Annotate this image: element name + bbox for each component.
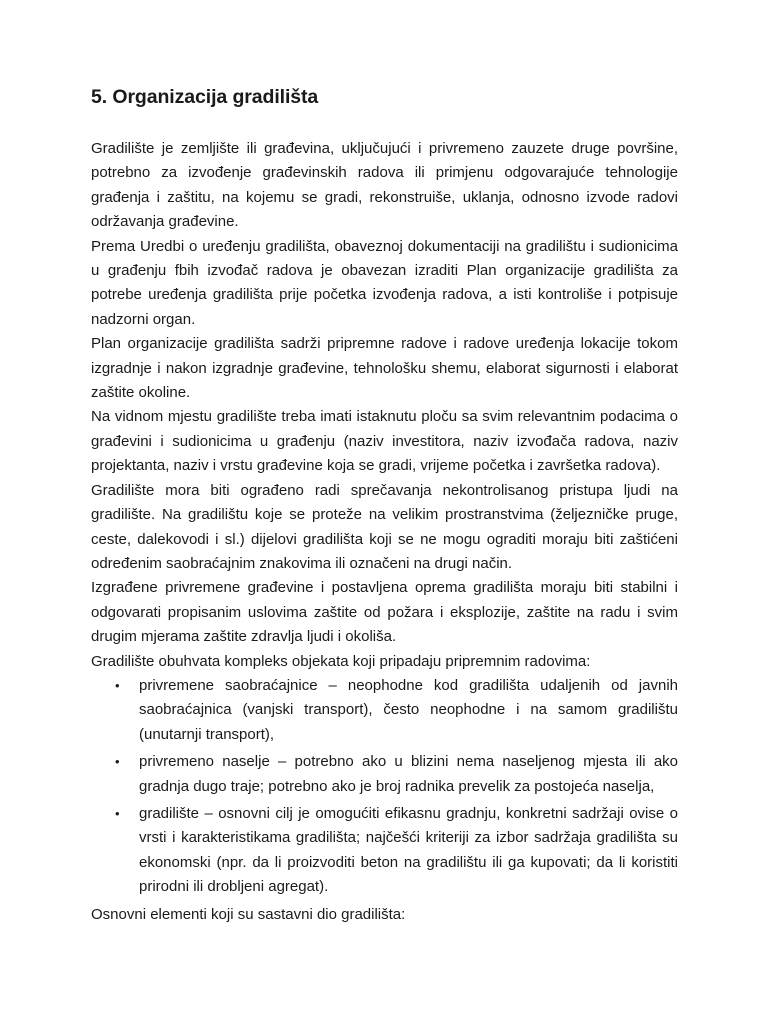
paragraph-list-intro: Gradilište obuhvata kompleks objekata koji pripadaju pripremnim radovima: (91, 652, 591, 670)
bullet-icon: • (115, 805, 120, 821)
paragraph-fencing: Gradilište mora biti ograđeno radi sprečavanja nekontrolisanog pristupa ljudi na gradilište. Na gradilištu koje se proteže na velikim prostranstvima (željezničke pruge, ceste, dalekovodi i sl.) dijelovi gradilišta koji se ne mogu ograditi moraju biti zaštićeni određenim saobraćajnim znakovima ili označeni na drugi način. (91, 481, 678, 572)
paragraph-definition: Gradilište je zemljište ili građevina, uključujući i privremeno zauzete druge površine, potrebno za izvođenje građevinskih radova ili primjenu odgovarajuće tehnologije građenja i zaštitu, na kojemu se gradi, rekonstruiše, uklanja, odnosno izvode radovi održavanja građevine. (91, 140, 678, 231)
list-item-text: privremeno naselje – potrebno ako u blizini nema naseljenog mjesta ili ako gradnja dugo traje; potrebno ako je broj radnika prevelik za postojeća naselja, (139, 753, 678, 795)
paragraph-plan-contents: Plan organizacije gradilišta sadrži pripremne radove i radove uređenja lokacije tokom izgradnje i nakon izgradnje građevine, tehnološku shemu, elaborat sigurnosti i elaborat zaštite okoline. (91, 335, 678, 402)
list-item (115, 674, 678, 747)
list-item (115, 802, 678, 900)
list-item (115, 750, 678, 799)
list-item-text: gradilište – osnovni cilj je omogućiti efikasnu gradnju, konkretni sadržaji ovise o vrsti i karakteristikama gradilišta; najčešći kriteriji za izbor sadržaja gradilišta su ekonomski (npr. da li proizvoditi beton na gradilištu ili ga kupovati; da li koristiti prirodni ili drobljeni agregat). (139, 804, 678, 896)
bullet-icon: • (115, 754, 120, 770)
bullet-list (91, 674, 678, 900)
list-item-text: privremene saobraćajnice – neophodne kod gradilišta udaljenih od javnih saobraćajnica (vanjski transport), često neophodne i na samom gradilištu (unutarnji transport), (139, 676, 678, 743)
paragraph-closing: Osnovni elementi koji su sastavni dio gradilišta: (91, 905, 406, 923)
bullet-icon: • (115, 677, 120, 693)
paragraph-regulation: Prema Uredbi o uređenju gradilišta, obaveznoj dokumentaciji na gradilištu i sudionicima u građenju fbih izvođač radova je obavezan izraditi Plan organizacije gradilišta za potrebe uređenja gradilišta prije početka izvođenja radova, a isti kontroliše i potpisuje nadzorni organ. (91, 237, 678, 328)
document-page (91, 84, 678, 927)
paragraph-temporary-structures: Izgrađene privremene građevine i postavljena oprema gradilišta moraju biti stabilni i odgovarati propisanim uslovima zaštite od požara i eksplozije, zaštite na radu i svim drugim mjerama zaštite zdravlja ljudi i okoliša. (91, 579, 678, 646)
section-heading: 5. Organizacija gradilišta (91, 86, 319, 108)
paragraph-site-board: Na vidnom mjestu gradilište treba imati istaknutu ploču sa svim relevantnim podacima o građevini i sudionicima u građenju (naziv investitora, naziv izvođača radova, naziv projektanta, naziv i vrstu građevine koja se gradi, vrijeme početka i završetka radova). (91, 408, 678, 475)
